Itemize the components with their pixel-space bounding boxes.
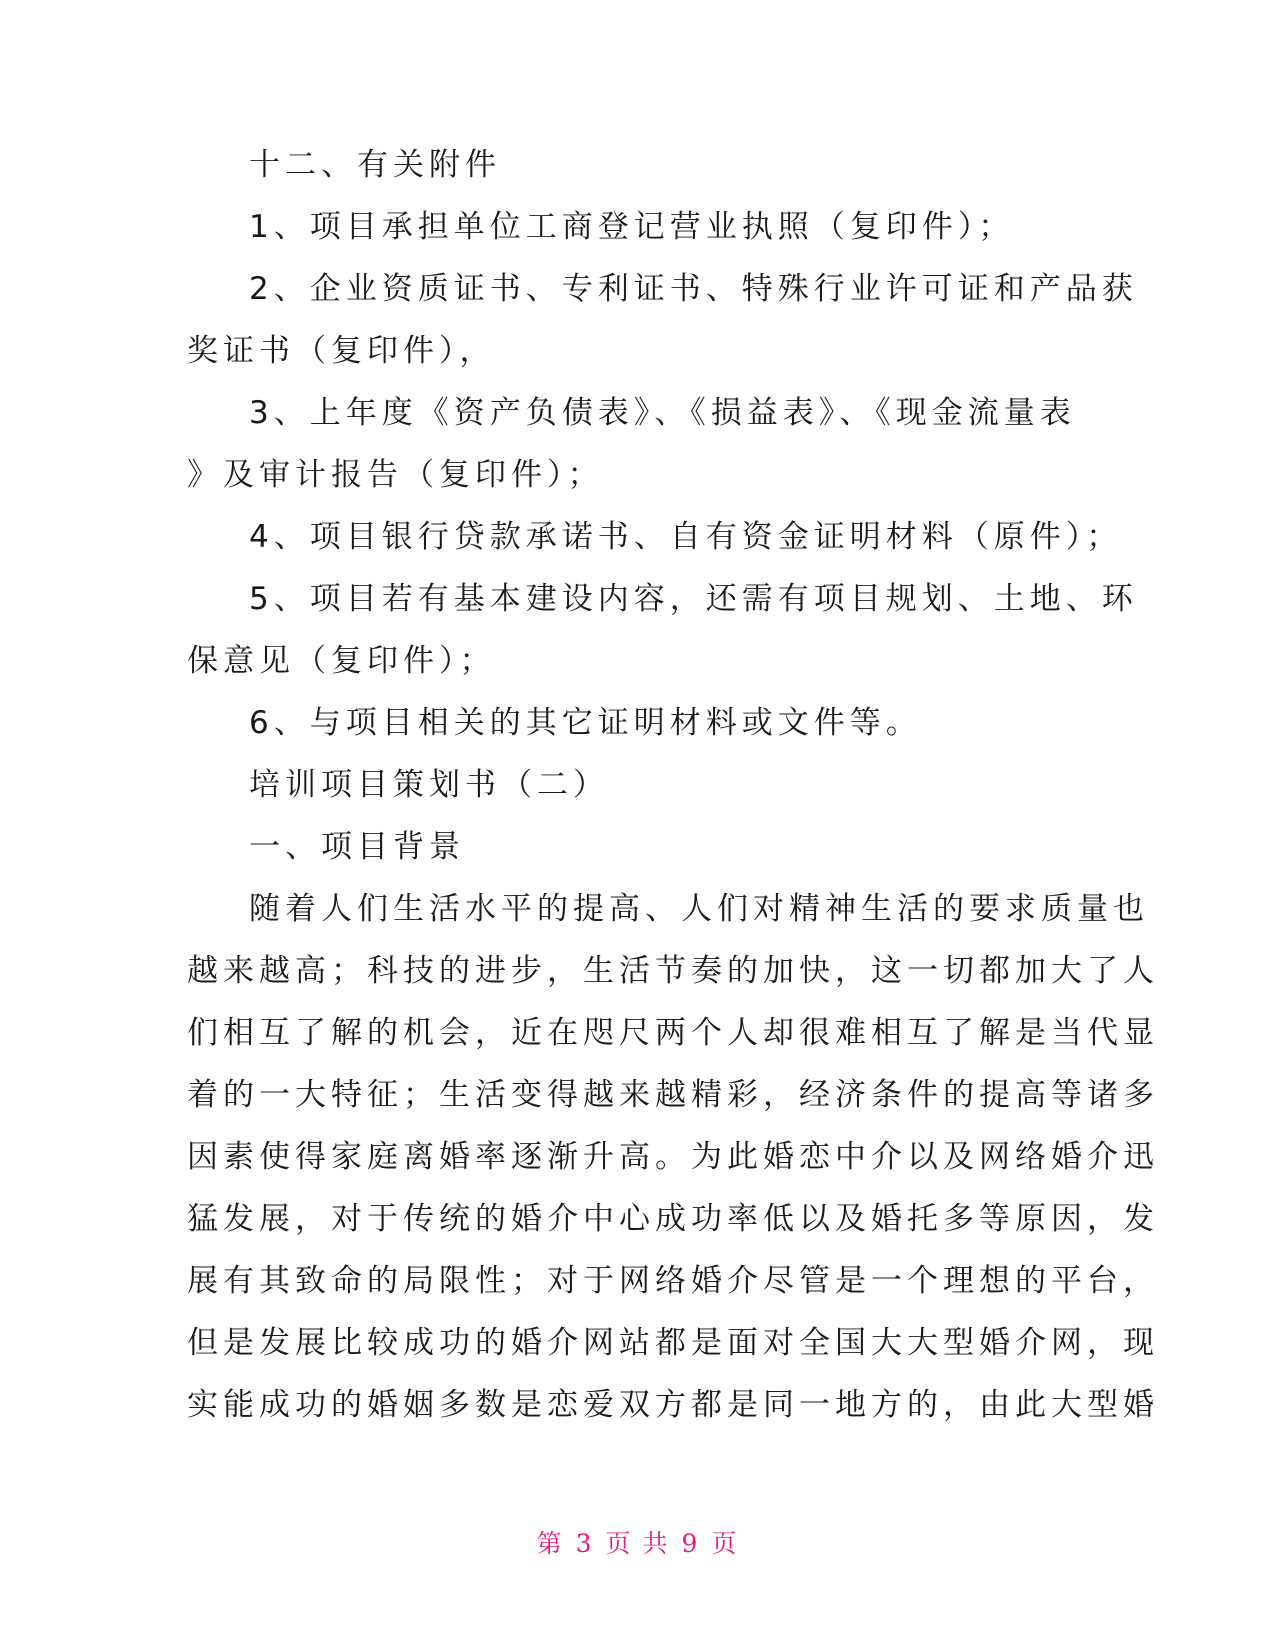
list-item-2-line-1: 2、企业资质证书、专利证书、特殊行业许可证和产品获 [249, 271, 1138, 307]
paragraph-line: 着的一大特征；生活变得越来越精彩，经济条件的提高等诸多 [187, 1077, 1159, 1113]
paragraph-line: 实能成功的婚姻多数是恋爱双方都是同一地方的，由此大型婚 [187, 1387, 1159, 1423]
paragraph-line: 越来越高；科技的进步，生活节奏的加快，这一切都加大了人 [187, 953, 1159, 989]
list-item-5-line-1: 5、项目若有基本建设内容，还需有项目规划、土地、环 [249, 581, 1138, 617]
document-title-part-two: 培训项目策划书（二） [249, 767, 609, 803]
paragraph-line: 们相互了解的机会，近在咫尺两个人却很难相互了解是当代显 [187, 1015, 1159, 1051]
page-number-footer [0, 1528, 1275, 1560]
list-item-3-line-2: 》及审计报告（复印件）； [187, 457, 604, 493]
list-item-6: 6、与项目相关的其它证明材料或文件等。 [249, 705, 922, 741]
list-item-3-line-1: 3、上年度《资产负债表》、《损益表》、《现金流量表 [249, 395, 1076, 431]
paragraph-line: 因素使得家庭离婚率逐渐升高。为此婚恋中介以及网络婚介迅 [187, 1139, 1159, 1175]
page-label-prefix: 第 [536, 1529, 564, 1558]
paragraph-line: 猛发展，对于传统的婚介中心成功率低以及婚托多等原因，发 [187, 1201, 1159, 1237]
page-label-suffix: 页 [711, 1529, 739, 1558]
paragraph-line: 展有其致命的局限性；对于网络婚介尽管是一个理想的平台， [187, 1263, 1159, 1299]
section-heading-background: 一、项目背景 [249, 829, 465, 865]
paragraph-line: 但是发展比较成功的婚介网站都是面对全国大大型婚介网，现 [187, 1325, 1159, 1361]
total-pages-number: 9 [681, 1529, 700, 1558]
list-item-1: 1、项目承担单位工商登记营业执照（复印件）； [249, 209, 1015, 245]
current-page-number: 3 [575, 1529, 594, 1558]
section-heading-attachments: 十二、有关附件 [249, 147, 501, 183]
list-item-2-line-2: 奖证书（复印件）， [187, 333, 496, 369]
paragraph-line: 随着人们生活水平的提高、人们对精神生活的要求质量也 [249, 891, 1149, 927]
list-item-4: 4、项目银行贷款承诺书、自有资金证明材料（原件）； [249, 519, 1123, 555]
page-label-mid: 页 共 [605, 1529, 670, 1558]
list-item-5-line-2: 保意见（复印件）； [187, 643, 496, 679]
